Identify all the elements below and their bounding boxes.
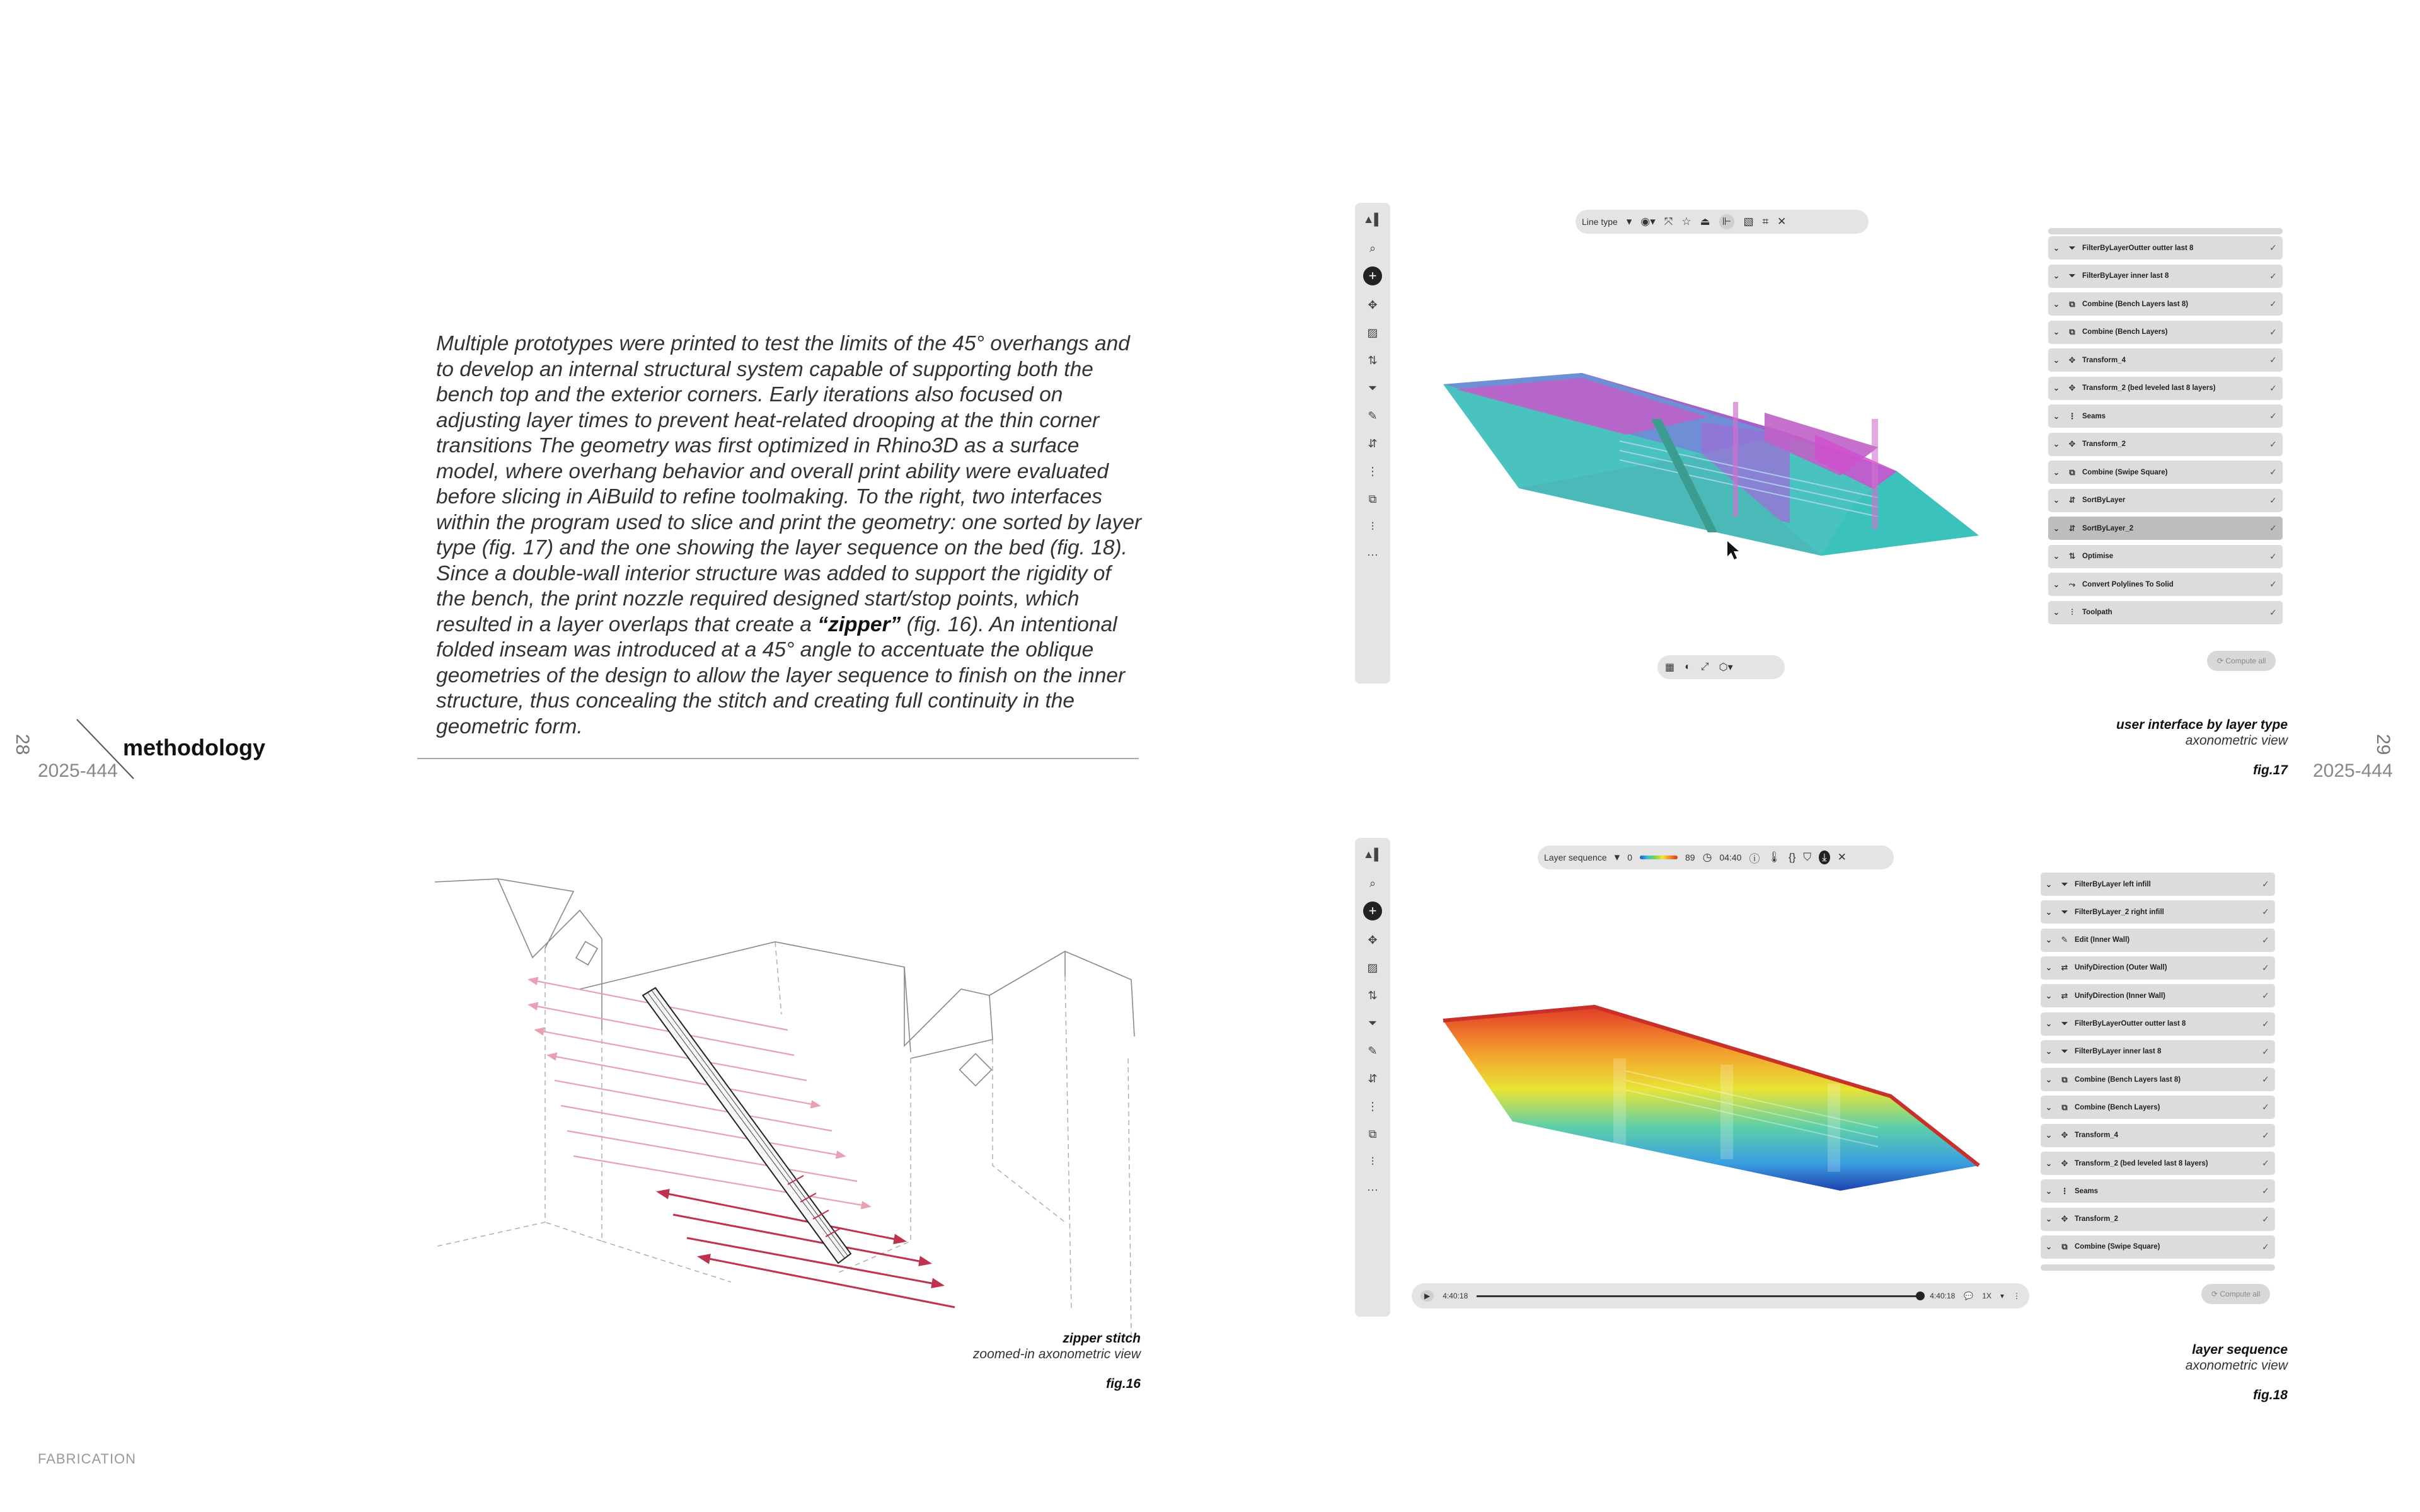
chevron-down-icon[interactable]: ⌄ bbox=[2053, 411, 2060, 421]
check-icon: ✓ bbox=[2269, 382, 2277, 393]
add-icon[interactable]: + bbox=[1355, 265, 1390, 287]
check-icon: ✓ bbox=[2262, 879, 2269, 889]
page-number-right: 29 bbox=[2373, 734, 2394, 755]
node-label: Transform_2 bbox=[2082, 440, 2126, 448]
shield-icon[interactable]: ⛉ bbox=[1803, 851, 1812, 863]
close-icon[interactable]: ✕ bbox=[1837, 851, 1847, 863]
chevron-down-icon[interactable]: ⌄ bbox=[2045, 1214, 2053, 1224]
bench-model-line-type bbox=[1437, 365, 1991, 567]
node-row[interactable] bbox=[2048, 489, 2283, 512]
node-label: FilterByLayerOutter outter last 8 bbox=[2075, 1020, 2186, 1028]
node-row[interactable] bbox=[2048, 377, 2283, 400]
combine-icon[interactable]: ⧉ bbox=[1368, 492, 1377, 505]
optimise-icon: ⇅ bbox=[2068, 551, 2076, 561]
node-row[interactable] bbox=[2041, 1040, 2275, 1063]
edit-icon[interactable]: ✎ bbox=[1368, 409, 1378, 422]
check-icon: ✓ bbox=[2269, 355, 2277, 365]
light-icon[interactable]: ◐ bbox=[1685, 662, 1691, 672]
combine-icon: ⧉ bbox=[2069, 299, 2075, 309]
node-label: SortByLayer_2 bbox=[2082, 524, 2134, 532]
chevron-down-icon[interactable]: ⌄ bbox=[2053, 243, 2060, 253]
section-title: methodology bbox=[123, 735, 265, 760]
optimise-icon[interactable]: ⇅ bbox=[1368, 353, 1378, 367]
node-row[interactable] bbox=[2041, 1068, 2275, 1091]
move-icon: ✥ bbox=[2061, 1158, 2068, 1168]
left-toolbar-2 bbox=[1355, 838, 1390, 1317]
chevron-down-icon[interactable]: ⌄ bbox=[2053, 299, 2060, 309]
node-stack-2 bbox=[2041, 873, 2275, 1298]
node-row[interactable] bbox=[2041, 1152, 2275, 1175]
node-label: UnifyDirection (Inner Wall) bbox=[2075, 992, 2165, 1000]
print-time: 04:40 bbox=[1719, 852, 1742, 862]
body-text-part1: Multiple prototypes were printed to test the limits of the 45° overhangs and to develop an internal structural system capable of supporting both the bench top and the exterior corners. Early iterations also focused on adjusting layer times to prevent heat-related drooping at the thin corner transitions The geometry was first optimized in Rhino3D as a surface model, where overhang behavior and overall print ability were evaluated before slicing in AiBuild to refine toolmaking. To the right, two interfaces within the program used to slice and print the geometry: one sorted by layer type (fig. 17) and the one showing the layer sequence on the bed (fig. 18). Since a double-wall interior structure was added to support the rigidity of the bench, the print nozzle required designed start/stop points, which resulted in a layer overlaps that create a bbox=[436, 332, 1142, 636]
check-icon: ✓ bbox=[2262, 1186, 2269, 1196]
sort-icon[interactable]: ⇵ bbox=[1368, 1072, 1378, 1085]
chevron-down-icon[interactable]: ▾ bbox=[2000, 1292, 2004, 1300]
chevron-down-icon[interactable]: ⌄ bbox=[2053, 579, 2060, 589]
node-row[interactable] bbox=[2041, 929, 2275, 952]
node-row-clipped bbox=[2048, 228, 2283, 234]
seams-icon[interactable]: ⋮ bbox=[1367, 1099, 1378, 1113]
viewer-topbar bbox=[1576, 210, 1869, 234]
node-label: Combine (Bench Layers last 8) bbox=[2075, 1075, 2181, 1084]
playback-start-time: 4:40:18 bbox=[1443, 1292, 1468, 1300]
page-number-left: 28 bbox=[12, 734, 33, 755]
node-row[interactable] bbox=[2041, 956, 2275, 980]
filter-icon[interactable]: ⏷ bbox=[1368, 1016, 1378, 1029]
more-icon[interactable]: ··· bbox=[1367, 1183, 1378, 1196]
node-row[interactable] bbox=[2041, 1096, 2275, 1119]
node-row[interactable] bbox=[2041, 984, 2275, 1007]
check-icon: ✓ bbox=[2262, 1018, 2269, 1029]
toolpath-icon[interactable]: ⫶ bbox=[1371, 1155, 1374, 1168]
filter-icon: ⏷ bbox=[2061, 907, 2068, 917]
gradient-bar[interactable] bbox=[1640, 856, 1678, 859]
fig17-label: fig.17 bbox=[2253, 763, 2288, 777]
node-label: FilterByLayerOutter outter last 8 bbox=[2082, 244, 2194, 252]
more-icon[interactable]: ··· bbox=[1367, 547, 1378, 561]
check-icon: ✓ bbox=[2262, 1241, 2269, 1252]
layer-sequence-dropdown[interactable]: Layer sequence bbox=[1544, 852, 1607, 862]
chevron-down-icon[interactable]: ⌄ bbox=[2053, 607, 2060, 617]
chevron-down-icon[interactable]: ⌄ bbox=[2053, 271, 2060, 280]
chevron-down-icon[interactable]: ⌄ bbox=[2053, 439, 2060, 449]
node-label: Seams bbox=[2082, 412, 2106, 420]
temperature-icon[interactable]: 🌡 bbox=[1767, 851, 1782, 863]
chevron-down-icon[interactable]: ⌄ bbox=[2045, 1130, 2053, 1140]
check-icon: ✓ bbox=[2262, 1130, 2269, 1140]
node-row[interactable] bbox=[2048, 265, 2283, 288]
node-row[interactable] bbox=[2048, 321, 2283, 344]
move-icon: ✥ bbox=[2068, 383, 2076, 392]
fig16-subtitle: zoomed-in axonometric view bbox=[972, 1347, 1141, 1361]
filter-icon[interactable]: ⏷ bbox=[1368, 381, 1378, 394]
node-row[interactable] bbox=[2048, 517, 2283, 540]
nozzle-icon[interactable]: ⏏ bbox=[1700, 215, 1710, 227]
check-icon: ✓ bbox=[2269, 299, 2277, 309]
node-label: Transform_2 (bed leveled last 8 layers) bbox=[2075, 1159, 2208, 1167]
fig18-title: layer sequence bbox=[2192, 1343, 2288, 1357]
fit-icon[interactable]: ⤢ bbox=[1700, 662, 1709, 672]
check-icon: ✓ bbox=[2262, 1046, 2269, 1057]
node-row[interactable] bbox=[2048, 573, 2283, 596]
chevron-down-icon[interactable]: ⌄ bbox=[2045, 990, 2053, 1000]
node-label: FilterByLayer_2 right infill bbox=[2075, 908, 2164, 916]
node-label: Transform_2 bbox=[2075, 1215, 2119, 1223]
node-label: Transform_4 bbox=[2082, 356, 2126, 364]
node-label: Convert Polylines To Solid bbox=[2082, 580, 2174, 588]
search-icon[interactable]: ⌕ bbox=[1369, 876, 1376, 890]
search-icon[interactable]: ⌕ bbox=[1369, 241, 1376, 255]
project-code-right: 2025-444 bbox=[2313, 760, 2393, 781]
viewer-bottombar bbox=[1657, 655, 1785, 679]
clock-icon: ◷ bbox=[1702, 851, 1712, 863]
combine-icon: ⧉ bbox=[2061, 1242, 2068, 1252]
check-icon: ✓ bbox=[2269, 467, 2277, 477]
sort-icon[interactable]: ⇵ bbox=[1368, 437, 1378, 450]
play-icon[interactable]: ▶ bbox=[1420, 1290, 1434, 1302]
node-row[interactable] bbox=[2041, 1012, 2275, 1036]
range-max: 89 bbox=[1685, 852, 1695, 862]
node-label: SortByLayer bbox=[2082, 496, 2126, 504]
node-label: Combine (Bench Layers) bbox=[2082, 328, 2168, 336]
range-min: 0 bbox=[1627, 852, 1632, 862]
toolpath-icon: ⫶ bbox=[2071, 607, 2073, 617]
check-icon: ✓ bbox=[2269, 607, 2277, 617]
chevron-down-icon[interactable]: ⌄ bbox=[2053, 327, 2060, 336]
node-row[interactable] bbox=[2041, 1235, 2275, 1259]
compute-all-button-2[interactable]: ⟳ Compute all bbox=[2201, 1284, 2270, 1304]
check-icon: ✓ bbox=[2262, 1158, 2269, 1168]
close-icon[interactable]: ✕ bbox=[1777, 215, 1787, 227]
seams-icon[interactable]: ⋮ bbox=[1367, 464, 1378, 478]
node-row[interactable] bbox=[2048, 601, 2283, 624]
move-icon: ✥ bbox=[2061, 1214, 2068, 1224]
check-icon: ✓ bbox=[2269, 523, 2277, 533]
node-row[interactable] bbox=[2048, 236, 2283, 260]
combine-icon[interactable]: ⧉ bbox=[1368, 1127, 1377, 1140]
node-row[interactable] bbox=[2048, 461, 2283, 484]
fig17-subtitle: axonometric view bbox=[2185, 733, 2288, 748]
filter-icon: ⏷ bbox=[2068, 243, 2076, 253]
fig16-label: fig.16 bbox=[1106, 1377, 1141, 1391]
chevron-down-icon[interactable]: ⌄ bbox=[2053, 551, 2060, 561]
node-row[interactable] bbox=[2048, 404, 2283, 428]
edit-icon[interactable]: ✎ bbox=[1368, 1044, 1378, 1057]
move-icon[interactable]: ✥ bbox=[1368, 298, 1378, 311]
color-mode-icon[interactable]: ◉▾ bbox=[1640, 215, 1656, 227]
check-icon: ✓ bbox=[2269, 551, 2277, 561]
chevron-down-icon[interactable]: ⌄ bbox=[2045, 879, 2053, 889]
add-icon[interactable]: + bbox=[1355, 900, 1390, 922]
node-row-clipped bbox=[2041, 1264, 2275, 1271]
bench-model-layer-sequence bbox=[1437, 1002, 1991, 1197]
slider-handle[interactable] bbox=[1916, 1292, 1925, 1300]
infill-icon[interactable]: ▨ bbox=[1367, 961, 1378, 974]
node-label: Toolpath bbox=[2082, 609, 2112, 616]
section-rule bbox=[417, 758, 1139, 759]
check-icon: ✓ bbox=[2269, 243, 2277, 253]
check-icon: ✓ bbox=[2262, 990, 2269, 1001]
node-row[interactable] bbox=[2048, 348, 2283, 372]
node-label: Combine (Swipe Square) bbox=[2082, 468, 2168, 476]
node-label: FilterByLayer left infill bbox=[2075, 880, 2151, 888]
chevron-down-icon[interactable]: ⌄ bbox=[2053, 467, 2060, 477]
sort-icon: ⇵ bbox=[2068, 495, 2076, 505]
node-row[interactable] bbox=[2041, 900, 2275, 924]
optimise-icon[interactable]: ⇅ bbox=[1368, 988, 1378, 1002]
chevron-down-icon[interactable]: ⌄ bbox=[2045, 907, 2053, 917]
check-icon: ✓ bbox=[2262, 907, 2269, 917]
seams-icon: ⋮ bbox=[2068, 411, 2077, 421]
check-icon: ✓ bbox=[2262, 934, 2269, 945]
node-row[interactable] bbox=[2048, 545, 2283, 568]
chevron-down-icon[interactable]: ⌄ bbox=[2053, 383, 2060, 392]
left-toolbar bbox=[1355, 203, 1390, 684]
fig16-caption bbox=[870, 1331, 1141, 1392]
move-icon: ✥ bbox=[2061, 1130, 2068, 1140]
filter-icon: ⏷ bbox=[2061, 1019, 2068, 1028]
chevron-down-icon[interactable]: ⌄ bbox=[2045, 1186, 2053, 1196]
check-icon: ✓ bbox=[2269, 326, 2277, 337]
check-icon: ✓ bbox=[2269, 270, 2277, 281]
chevron-down-icon[interactable]: ⌄ bbox=[2045, 1242, 2053, 1252]
check-icon: ✓ bbox=[2262, 962, 2269, 973]
fig16-title: zipper stitch bbox=[1063, 1331, 1141, 1346]
split-view-icon[interactable]: ⊩ bbox=[1719, 214, 1735, 229]
node-label: UnifyDirection (Outer Wall) bbox=[2075, 964, 2167, 972]
compute-all-button[interactable]: ⟳ Compute all bbox=[2207, 651, 2276, 671]
body-text-part2: (fig. 16). An intentional folded inseam was introduced at a 45° angle to accentuate the oblique geometries of the design to allow the layer sequence to finish on the inner structure, thus concealing the stitch and creating full continuity in the geometric form. bbox=[436, 612, 1126, 738]
unify-icon: ⇄ bbox=[2061, 990, 2068, 1000]
project-code-left: 2025-444 bbox=[38, 760, 118, 781]
playback-bar bbox=[1412, 1283, 2029, 1309]
node-label: Seams bbox=[2075, 1187, 2099, 1195]
expand-icon[interactable]: ⤧ bbox=[1664, 215, 1673, 227]
node-label: Edit (Inner Wall) bbox=[2075, 936, 2130, 944]
combine-icon: ⧉ bbox=[2069, 327, 2075, 336]
footer-chapter: FABRICATION bbox=[38, 1451, 137, 1467]
node-label: Combine (Bench Layers) bbox=[2075, 1103, 2160, 1111]
node-label: Combine (Swipe Square) bbox=[2075, 1243, 2160, 1251]
combine-icon: ⧉ bbox=[2061, 1074, 2068, 1084]
edit-icon: ✎ bbox=[2061, 935, 2068, 945]
node-label: Transform_2 (bed leveled last 8 layers) bbox=[2082, 384, 2216, 392]
line-type-dropdown[interactable]: Line type bbox=[1582, 217, 1618, 227]
combine-icon: ⧉ bbox=[2069, 467, 2075, 477]
refresh-icon: ⟳ bbox=[2211, 1290, 2220, 1298]
node-label: Transform_4 bbox=[2075, 1131, 2119, 1140]
node-label: Combine (Bench Layers last 8) bbox=[2082, 300, 2189, 308]
check-icon: ✓ bbox=[2262, 1213, 2269, 1224]
combine-icon: ⧉ bbox=[2061, 1102, 2068, 1112]
chevron-down-icon[interactable]: ⌄ bbox=[2045, 935, 2053, 945]
move-icon: ✥ bbox=[2068, 355, 2076, 365]
check-icon: ✓ bbox=[2269, 495, 2277, 505]
filter-icon: ⏷ bbox=[2068, 271, 2076, 280]
zipper-term: “zipper” bbox=[817, 612, 901, 636]
sort-icon: ⇵ bbox=[2068, 523, 2076, 533]
node-label: Optimise bbox=[2082, 553, 2114, 560]
check-icon: ✓ bbox=[2269, 411, 2277, 421]
playback-slider[interactable] bbox=[1477, 1295, 1921, 1297]
refresh-icon: ⟳ bbox=[2217, 656, 2226, 665]
filter-icon: ⏷ bbox=[2061, 1046, 2068, 1057]
comment-icon[interactable]: 💬 bbox=[1964, 1292, 1974, 1300]
chevron-down-icon[interactable]: ▾ bbox=[1626, 215, 1632, 227]
check-icon: ✓ bbox=[2269, 438, 2277, 449]
check-icon: ✓ bbox=[2262, 1074, 2269, 1085]
fig17-title: user interface by layer type bbox=[2116, 718, 2288, 732]
chevron-down-icon[interactable]: ⌄ bbox=[2053, 523, 2060, 533]
cursor-icon bbox=[1724, 539, 1746, 561]
node-row[interactable] bbox=[2041, 873, 2275, 896]
unify-icon: ⇄ bbox=[2061, 963, 2068, 973]
move-icon: ✥ bbox=[2068, 439, 2076, 449]
crop-icon[interactable]: ⌗ bbox=[1762, 215, 1769, 227]
chevron-down-icon[interactable]: ⌄ bbox=[2045, 1074, 2053, 1084]
zipper-stitch-drawing bbox=[435, 869, 1147, 1348]
check-icon: ✓ bbox=[2269, 579, 2277, 589]
chevron-down-icon[interactable]: ⌄ bbox=[2045, 1158, 2053, 1168]
infill-icon[interactable]: ▨ bbox=[1367, 326, 1378, 339]
node-label: FilterByLayer inner last 8 bbox=[2075, 1048, 2162, 1056]
toolpath-icon[interactable]: ⫶ bbox=[1371, 520, 1374, 533]
chevron-down-icon[interactable]: ⌄ bbox=[2045, 1102, 2053, 1112]
chevron-down-icon[interactable]: ⌄ bbox=[2053, 495, 2060, 505]
logo-icon: ▲▌ bbox=[1363, 212, 1383, 226]
playback-end-time: 4:40:18 bbox=[1930, 1292, 1956, 1300]
node-row[interactable] bbox=[2041, 1179, 2275, 1203]
speed-dropdown[interactable]: 1X bbox=[1982, 1292, 1991, 1300]
hatch-icon[interactable]: ▧ bbox=[1743, 215, 1754, 227]
chevron-down-icon[interactable]: ⌄ bbox=[2045, 1046, 2053, 1057]
chevron-down-icon[interactable]: ⌄ bbox=[2045, 963, 2053, 973]
fig18-label: fig.18 bbox=[2253, 1388, 2288, 1402]
view-cube-icon[interactable]: ⬡▾ bbox=[1719, 662, 1733, 673]
convert-icon: ⤳ bbox=[2068, 579, 2076, 589]
seams-icon: ⋮ bbox=[2060, 1186, 2069, 1196]
chevron-down-icon[interactable]: ⌄ bbox=[2045, 1019, 2053, 1028]
node-stack-1 bbox=[2048, 236, 2283, 682]
body-paragraph bbox=[436, 331, 1142, 740]
chevron-down-icon[interactable]: ⌄ bbox=[2053, 355, 2060, 365]
node-row[interactable] bbox=[2041, 1124, 2275, 1147]
grid-icon[interactable]: ▦ bbox=[1665, 662, 1675, 673]
star-icon[interactable]: ☆ bbox=[1681, 215, 1691, 227]
fig18-subtitle: axonometric view bbox=[2185, 1358, 2288, 1373]
fig17-caption bbox=[2017, 717, 2288, 778]
node-row[interactable] bbox=[2041, 1208, 2275, 1231]
viewer-topbar-2 bbox=[1538, 845, 1894, 869]
check-icon: ✓ bbox=[2262, 1102, 2269, 1113]
info-icon[interactable]: ⓘ bbox=[1749, 852, 1760, 865]
code-icon[interactable]: {} bbox=[1789, 851, 1796, 863]
logo-icon: ▲▌ bbox=[1363, 847, 1383, 861]
move-icon[interactable]: ✥ bbox=[1368, 933, 1378, 946]
kebab-menu-icon[interactable]: ⋮ bbox=[2013, 1292, 2020, 1300]
filter-icon: ⏷ bbox=[2061, 879, 2068, 889]
node-row[interactable] bbox=[2048, 292, 2283, 316]
node-label: FilterByLayer inner last 8 bbox=[2082, 272, 2169, 280]
download-icon[interactable]: ⤓ bbox=[1819, 850, 1830, 864]
node-row[interactable] bbox=[2048, 433, 2283, 456]
fig18-caption bbox=[2017, 1342, 2288, 1403]
chevron-down-icon[interactable]: ▾ bbox=[1614, 851, 1620, 863]
